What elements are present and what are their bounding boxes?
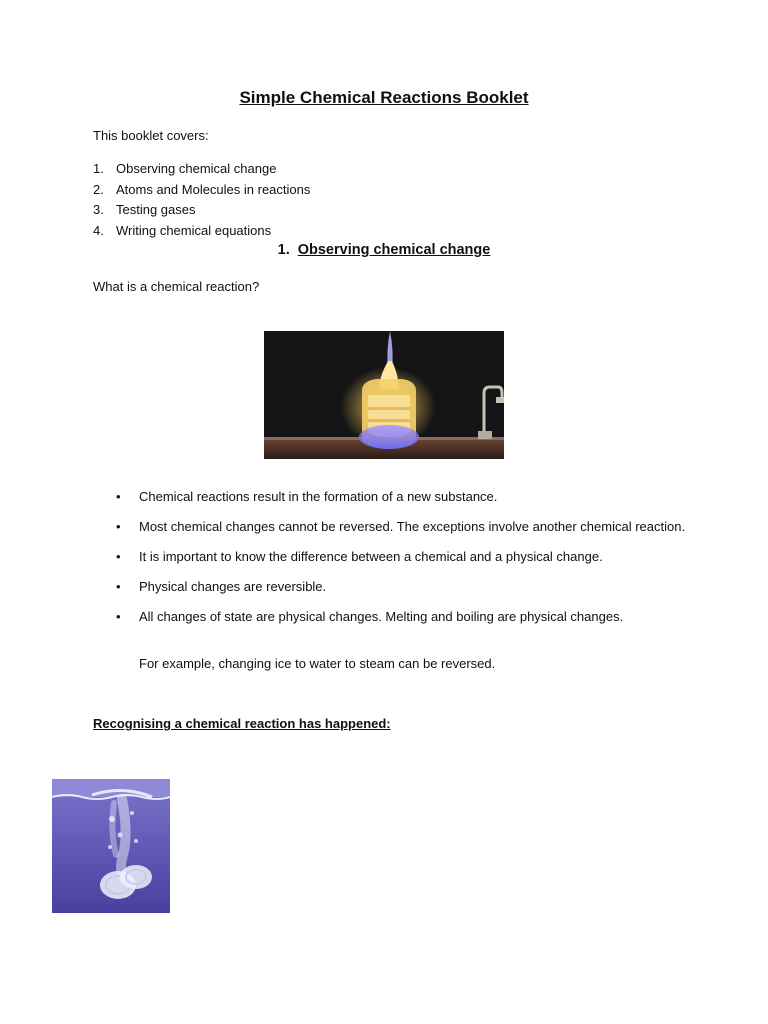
bullet-text: Chemical reactions result in the formation of a new substance. bbox=[139, 489, 498, 504]
contents-number: 3. bbox=[93, 202, 104, 217]
bullet-item bbox=[116, 518, 696, 536]
contents-label: Testing gases bbox=[116, 202, 196, 217]
bullet-glyph: • bbox=[116, 549, 121, 564]
bullet-text: It is important to know the difference between a chemical and a physical change. bbox=[139, 549, 603, 564]
bullet-item bbox=[116, 608, 696, 626]
bullet-glyph: • bbox=[116, 489, 121, 504]
bullet-glyph: • bbox=[116, 609, 121, 624]
sub-heading: Recognising a chemical reaction has happened: bbox=[93, 716, 391, 731]
contents-list bbox=[93, 160, 310, 242]
contents-item bbox=[93, 181, 310, 202]
contents-label: Observing chemical change bbox=[116, 161, 277, 176]
bullet-text: Most chemical changes cannot be reversed. The exceptions involve another chemical reaction. bbox=[139, 519, 686, 534]
section-number: 1. bbox=[277, 242, 290, 258]
section-heading bbox=[0, 242, 768, 258]
contents-item bbox=[93, 222, 310, 243]
section-title: Observing chemical change bbox=[297, 242, 491, 258]
bullet-glyph: • bbox=[116, 579, 121, 594]
flame-bottle-photo bbox=[264, 331, 504, 459]
fizzing-tablet-photo bbox=[52, 779, 170, 913]
contents-number: 4. bbox=[93, 222, 104, 238]
bullet-text: All changes of state are physical changes. Melting and boiling are physical changes. bbox=[139, 609, 624, 624]
contents-number: 2. bbox=[93, 181, 104, 197]
page-title: Simple Chemical Reactions Booklet bbox=[239, 88, 529, 107]
contents-label: Writing chemical equations bbox=[116, 222, 272, 238]
bullet-item bbox=[116, 488, 696, 506]
bullet-text: Physical changes are reversible. bbox=[139, 579, 327, 594]
bullet-glyph: • bbox=[116, 519, 121, 534]
contents-item bbox=[93, 201, 310, 222]
bullet-list bbox=[116, 488, 696, 638]
bullet-item bbox=[116, 578, 696, 596]
contents-number: 1. bbox=[93, 161, 104, 176]
intro-text: This booklet covers: bbox=[93, 128, 209, 143]
bullet-item bbox=[116, 548, 696, 566]
contents-item bbox=[93, 160, 310, 181]
question-text: What is a chemical reaction? bbox=[93, 279, 260, 294]
example-text: For example, changing ice to water to steam can be reversed. bbox=[139, 656, 496, 671]
contents-label: Atoms and Molecules in reactions bbox=[116, 181, 311, 197]
